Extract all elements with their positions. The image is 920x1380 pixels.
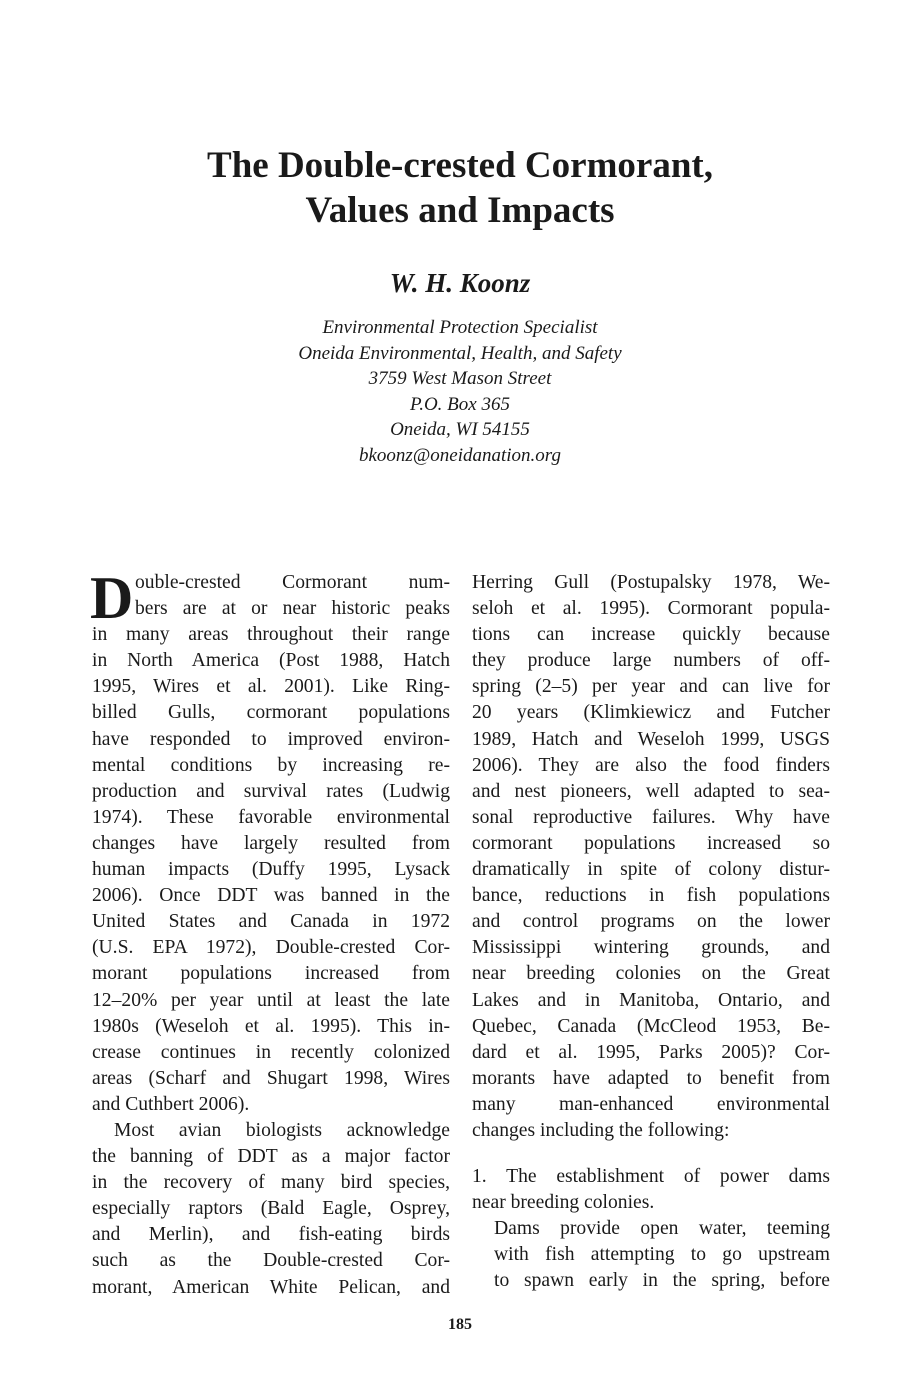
text-line: areas (Scharf and Shugart 1998, Wires <box>92 1067 450 1089</box>
text-line: spring (2–5) per year and can live for <box>472 676 830 698</box>
left-column <box>90 565 450 1301</box>
list-item-heading: 1. The establishment of power dams <box>472 1166 830 1188</box>
text-line: dramatically in spite of colony distur- <box>472 859 830 881</box>
text-line: with fish attempting to go upstream <box>494 1244 830 1266</box>
affiliation-line: Oneida, WI 54155 <box>390 419 530 440</box>
text-line: morant, American White Pelican, and <box>92 1276 450 1298</box>
text-line: dard et al. 1995, Parks 2005)? Cor- <box>472 1041 830 1063</box>
author-name: W. H. Koonz <box>389 268 531 298</box>
text-line: mental conditions by increasing re- <box>92 754 450 776</box>
text-line: in the recovery of many bird species, <box>92 1172 450 1194</box>
text-line: 1989, Hatch and Weseloh 1999, USGS <box>472 728 830 750</box>
title-line-1: The Double-crested Cormorant, <box>207 145 713 186</box>
text-line: (U.S. EPA 1972), Double-crested Cor- <box>92 937 450 959</box>
text-line: have responded to improved environ- <box>92 728 450 750</box>
text-line: billed Gulls, cormorant populations <box>92 702 450 724</box>
text-line: changes including the following: <box>472 1119 730 1141</box>
text-line: 20 years (Klimkiewicz and Futcher <box>472 702 830 724</box>
list-item-heading: near breeding colonies. <box>472 1192 655 1214</box>
text-line: and Cuthbert 2006). <box>92 1093 250 1115</box>
text-line: 1995, Wires et al. 2001). Like Ring- <box>92 676 450 698</box>
text-line: 2006). Once DDT was banned in the <box>92 885 450 907</box>
text-line: 1980s (Weseloh et al. 1995). This in- <box>92 1015 450 1037</box>
author-email: bkoonz@oneidanation.org <box>358 444 561 466</box>
text-line: United States and Canada in 1972 <box>92 911 450 933</box>
text-line: the banning of DDT as a major factor <box>92 1146 450 1168</box>
text-line: and nest pioneers, well adapted to sea- <box>472 780 830 802</box>
text-line: 2006). They are also the food finders <box>472 754 830 776</box>
text-line: cormorant populations increased so <box>472 832 830 854</box>
text-line: Dams provide open water, teeming <box>494 1218 830 1240</box>
spacer <box>472 1144 830 1164</box>
text-line: human impacts (Duffy 1995, Lysack <box>92 859 450 881</box>
list-item-body <box>472 1216 830 1294</box>
text-line: morant populations increased from <box>92 963 450 985</box>
text-line: they produce large numbers of off- <box>472 650 830 672</box>
text-line: Lakes and in Manitoba, Ontario, and <box>472 989 830 1011</box>
affiliation-line: Environmental Protection Specialist <box>322 317 598 338</box>
text-line: to spawn early in the spring, before <box>494 1270 830 1292</box>
text-line: ouble-crested Cormorant num- <box>135 572 450 593</box>
right-column <box>472 570 830 1295</box>
author-affiliation <box>0 315 920 468</box>
affiliation-line: 3759 West Mason Street <box>368 368 552 389</box>
text-line: such as the Double-crested Cor- <box>92 1250 450 1272</box>
text-line: and control programs on the lower <box>472 911 830 933</box>
text-line: near breeding colonies on the Great <box>472 963 830 985</box>
paragraph-1 <box>90 565 450 1118</box>
text-line: and Merlin), and fish-eating birds <box>92 1224 450 1246</box>
text-line: bance, reductions in fish populations <box>472 885 830 907</box>
paragraph-continued <box>472 570 830 1144</box>
title-line-2: Values and Impacts <box>305 190 615 231</box>
text-line: in many areas throughout their range <box>92 624 450 646</box>
text-line: in North America (Post 1988, Hatch <box>92 650 450 672</box>
text-line: Mississippi wintering grounds, and <box>472 937 830 959</box>
text-line: Most avian biologists acknowledge <box>114 1119 450 1141</box>
text-line: tions can increase quickly because <box>472 624 830 646</box>
text-line: Herring Gull (Postupalsky 1978, We- <box>472 572 830 593</box>
text-line: 1974). These favorable environmental <box>92 806 450 828</box>
text-line: seloh et al. 1995). Cormorant popula- <box>472 598 830 620</box>
text-line: production and survival rates (Ludwig <box>92 780 450 802</box>
paragraph-2 <box>92 1118 450 1301</box>
drop-cap: D <box>90 565 134 631</box>
article-title <box>0 143 920 233</box>
text-line: 12–20% per year until at least the late <box>92 989 450 1011</box>
text-line: crease continues in recently colonized <box>92 1041 450 1063</box>
numbered-list-item <box>472 1164 830 1216</box>
text-line: Quebec, Canada (McCleod 1953, Be- <box>472 1015 830 1037</box>
text-line: sonal reproductive failures. Why have <box>472 806 830 828</box>
text-line: morants have adapted to benefit from <box>472 1067 830 1089</box>
text-line: bers are at or near historic peaks <box>135 598 450 620</box>
text-line: changes have largely resulted from <box>92 832 450 854</box>
text-line: many man-enhanced environmental <box>472 1093 830 1115</box>
text-line: especially raptors (Bald Eagle, Osprey, <box>92 1198 450 1220</box>
affiliation-line: P.O. Box 365 <box>410 393 510 415</box>
page-number: 185 <box>448 1316 472 1333</box>
affiliation-line: Oneida Environmental, Health, and Safety <box>298 342 622 364</box>
